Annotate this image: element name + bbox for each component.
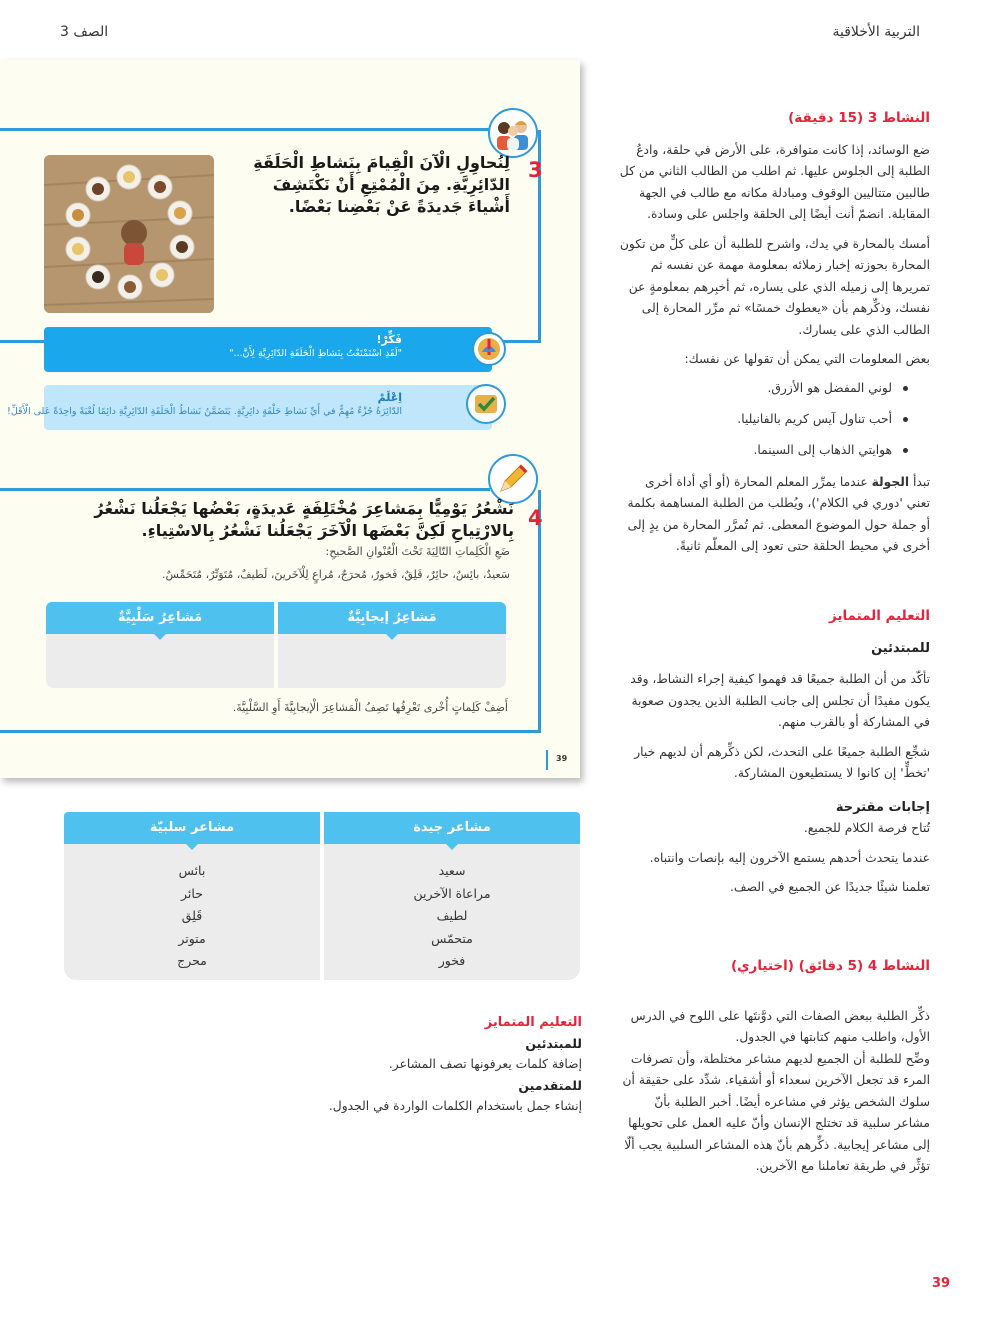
- suggested-answer: عندما يتحدث أحدهم يستمع الآخرون إليه بإنصات وانتباه.: [649, 850, 930, 865]
- know-banner: [7, 385, 492, 430]
- negative-feeling-item: محرج: [177, 953, 207, 968]
- differentiated-left-title: التعليم المتمايز: [484, 1015, 582, 1030]
- think-icon: [472, 332, 506, 366]
- positive-feelings-header: مَشاعِرُ إيجابِيَّةٌ: [278, 602, 506, 634]
- student-page-number: 39: [556, 754, 568, 763]
- bullet-item: أحب تناول آيس كريم بالفانيليا.: [618, 404, 930, 435]
- suggested-answers-title: إجابات مقترحة: [835, 799, 930, 815]
- page-number: 39: [932, 1276, 951, 1291]
- header-grade: الصف 3: [60, 24, 109, 40]
- beginners-label: للمبتدئين: [525, 1036, 582, 1051]
- children-circle-photo: [44, 155, 214, 313]
- bullet-item: لوني المفضل هو الأزرق.: [618, 373, 930, 404]
- good-feeling-item: متحمّس: [431, 930, 473, 946]
- think-banner: [44, 327, 492, 372]
- negative-feeling-item: متوتر: [178, 930, 206, 946]
- good-feeling-item: فخور: [438, 953, 466, 968]
- checkmark-icon: [466, 384, 506, 424]
- pencil-icon: [488, 454, 538, 504]
- activity3-bullets: [618, 373, 930, 466]
- differentiated-right-title: التعليم المتمايز: [829, 608, 930, 624]
- negative-feelings-list: [72, 860, 312, 973]
- advanced-label: للمتقدمين: [518, 1078, 582, 1093]
- good-feeling-item: سعيد: [438, 863, 466, 878]
- negative-feelings-header: مَشاعِرُ سَلْبِيَّةٌ: [46, 602, 274, 634]
- good-feeling-item: لطيف: [436, 908, 468, 923]
- activity4-block: [618, 956, 930, 1186]
- section4-word-list: سَعيدٌ، بائِسٌ، حائِرٌ، قَلِقٌ، فَخورٌ، مُحرَجٌ، مُراعٍ لِلْآخَرينَ، لَطيفٌ، مُتَوَتِّرٌ، مُتَحَمِّسٌ.: [161, 568, 510, 581]
- activity3-p4-bold: الجولة: [871, 474, 910, 489]
- bullet-item: هوايتي الذهاب إلى السينما.: [618, 435, 930, 466]
- think-title: فَكِّرْ!: [376, 333, 402, 346]
- differentiated-right-block: [618, 606, 930, 907]
- section4-number: 4: [528, 506, 543, 530]
- activity3-p4-rest: عندما يمرِّر المعلم المحارة (أو أي أداة أخرى تعني 'دوري في الكلام')، ويُطلب من الطلبة المساهمة بكلمة أو جملة حول الموضوع المعطى. ثم تُمرَّر المحارة من يدٍ إلى أخرى في محيط الحلقة حتى تعود إلى المعلّم ثانيةً.: [627, 474, 930, 553]
- beginners-text: إضافة كلمات يعرفونها تصف المشاعر.: [388, 1057, 582, 1071]
- think-text: "لَقَدِ اسْتَمْتَعْتُ بِنَشاطِ الْحَلَقَةِ الدّائِرِيَّةِ لِأَنَّ...": [229, 348, 402, 359]
- answer-good-header: مشاعر جيدة: [324, 812, 580, 844]
- student-book-page: [0, 60, 580, 778]
- advanced-text: إنشاء جمل باستخدام الكلمات الواردة في الجدول.: [328, 1099, 582, 1113]
- suggested-answer: تعلمنا شيئًا جديدًا عن الجميع في الصف.: [729, 880, 930, 894]
- answer-negative-header: مشاعر سلبيّة: [64, 812, 320, 844]
- section4-footer-text: أَضِفْ كَلِماتٍ أُخْرى تَعْرِفُها تَصِفُ الْمَشاعِرَ الْإيجابِيَّةَ أَوِ السَّلْبِيَّةَ.: [232, 701, 508, 714]
- answer-table: [62, 812, 580, 980]
- differentiated-right-paragraph-1: تأكّد من أن الطلبة جميعًا قد فهموا كيفية إجراء النشاط، وقد يكون مفيدًا أن تجلس إلى جانب الطلبة الذين يجدون صعوبة في المشاركة أو بالقرب منهم.: [630, 672, 930, 729]
- good-feeling-item: مراعاة الآخرين: [413, 885, 491, 901]
- activity3-title: النشاط 3 (15 دقيقة): [788, 110, 930, 126]
- negative-feeling-item: قَلِق: [181, 908, 203, 923]
- differentiated-right-subtitle: للمبتدئين: [871, 640, 930, 656]
- activity4-title: النشاط 4 (5 دقائق) (اختياري): [731, 958, 930, 974]
- activity4-paragraph-1: ذكِّر الطلبة ببعض الصفات التي دوَّنتَها على اللوح في الدرس الأول، واطلب منهم كتابتها في الجدول.: [630, 1008, 930, 1044]
- activity3-block: [618, 108, 930, 566]
- section3-number: 3: [528, 158, 543, 182]
- children-avatar-icon: [488, 108, 538, 158]
- differentiated-left-block: [300, 1012, 582, 1117]
- header-subject: التربية الأخلاقية: [832, 24, 920, 40]
- section3-text: لِنُحاوِلِ الْآنَ الْقِيامَ بِنَشاطِ الْحَلَقَةِ الدّائِرِيَّةِ. مِنَ الْمُمْتِعِ أَنْ نَكْتَشِفَ أَشْياءَ جَديدَةً عَنْ بَعْضِنا بَعْضًا.: [253, 153, 510, 216]
- know-title: اِعْلَمْ: [377, 391, 402, 404]
- differentiated-right-paragraph-2: شجِّع الطلبة جميعًا على التحدث، لكن ذكِّرهم أن لديهم خيار 'تخطٍّ' إن كانوا لا يستطيعون المشاركة.: [634, 744, 930, 780]
- section4-instruction: ضَعِ الْكَلِماتِ التّالِيَةَ تَحْتَ الْعُنْوانِ الصَّحيحِ:: [325, 545, 510, 558]
- activity3-p4-prefix: تبدأ: [909, 474, 930, 489]
- activity3-paragraph-4: [618, 472, 930, 558]
- activity4-paragraph-2: وضِّح للطلبة أن الجميع لديهم مشاعر مختلطة، وأن تصرفات المرء قد تجعل الآخرين سعداء أو أشقياء. شدِّد على حقيقة أن سلوك الشخص يؤثر في مشاعره أيضًا. أخبر الطلبة بأنّ مشاعر سلبية قد تختلج الإنسان وأنّ عليه العمل على تحويلها إلى مشاعر إيجابية. ذكِّرهم بأنّ هذه المشاعر السلبية يجب ألّا تؤثِّر في طريقة تعاملنا مع الآخرين.: [622, 1051, 930, 1173]
- activity3-paragraph-1: ضع الوسائد، إذا كانت متوافرة، على الأرض في حلقة، وادعُ الطلبة إلى الجلوس عليها. ثم اطلب من الطالب الثاني من كل طالبين متتاليين الوقوف ومبادلة مكانه مع طالب في الجهة المقابلة. انضمّ أنت أيضًا إلى الحلقة واجلس على وسادة.: [619, 142, 930, 221]
- activity3-paragraph-3: بعض المعلومات التي يمكن أن تقولها عن نفسك:: [684, 352, 930, 366]
- negative-feeling-item: بائس: [178, 863, 206, 878]
- know-text: الدّائِرَةُ جُزْءٌ مُهِمٌّ في أَيِّ نَشاطِ حَلْقَةٍ دائِرِيَّةٍ. يَتَضَمَّنُ نَشاطُ الْحَلَقَةِ الدّائِرِيَّةِ دائِمًا لُعْبَةً واحِدَةً عَلى الْأَقَلِّ!: [7, 406, 402, 417]
- negative-feeling-item: حائر: [181, 885, 203, 901]
- student-feelings-table: [46, 602, 506, 688]
- section4-text: نَشْعُرُ يَوْمِيًّا بِمَشاعِرَ مُخْتَلِفَةٍ عَديدَةٍ، بَعْضُها يَجْعَلُنا نَشْعُرُ بِالارْتِياحِ لَكِنَّ بَعْضَها الْآخَرَ يَجْعَلُنا نَشْعُرُ بِالاسْتِياءِ.: [94, 499, 514, 540]
- activity3-paragraph-2: أمسك بالمحارة في يدك، واشرح للطلبة أن على كلٍّ من تكون المحارة بحوزته إخبار زملائه بمعلومة مهمة عن نفسه ثم تمريرها إلى زميله الذي على يساره، ثم أخبِرهم بمعلومةٍ عن نفسك، وذكِّرهم بأن «يعطوك خمسًا» ثم مرِّر المحارة إلى الطالب الذي على يسارك.: [619, 236, 930, 337]
- suggested-answer: تُتاح فرصة الكلام للجميع.: [803, 821, 930, 835]
- good-feelings-list: [332, 860, 572, 973]
